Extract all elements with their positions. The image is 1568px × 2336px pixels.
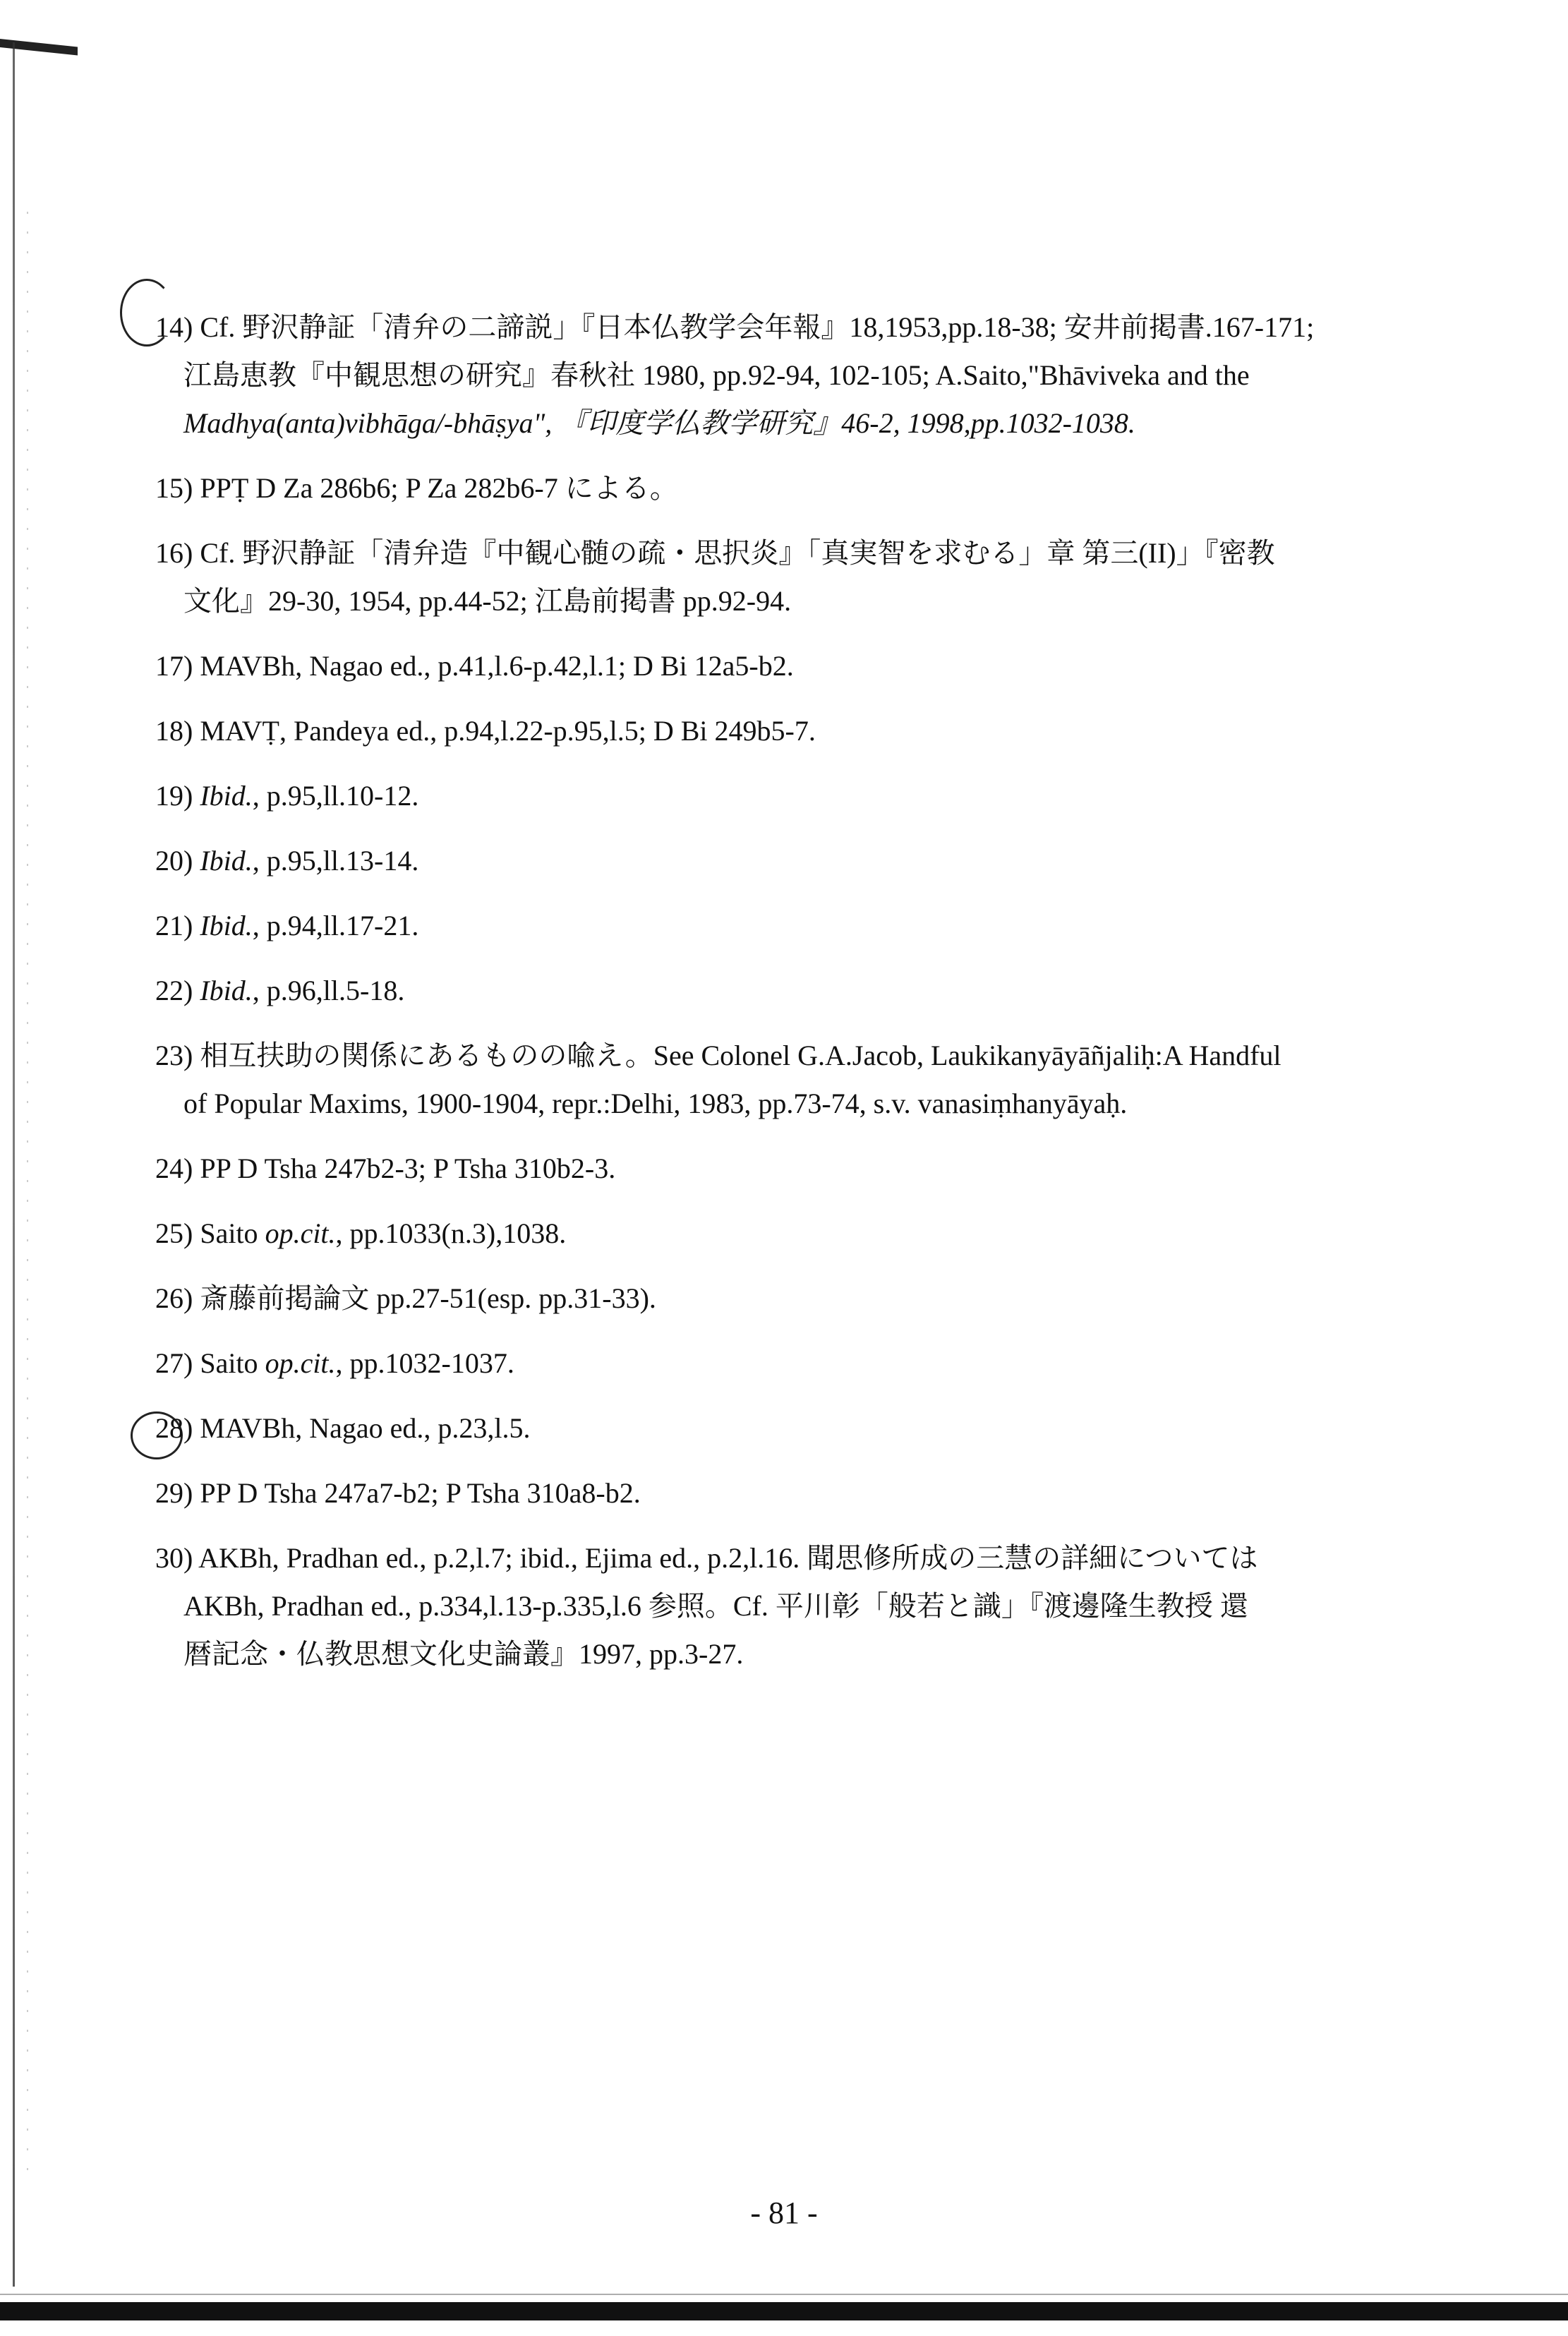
- footnote-line: 江島恵教『中観思想の研究』春秋社 1980, pp.92-94, 102-105; A.Saito,"Bhāviveka and the: [183, 359, 1250, 391]
- footnote-line: MAVBh, Nagao ed., p.23,l.5.: [200, 1412, 531, 1444]
- footnote-line: , p.94,ll.17-21.: [252, 910, 419, 941]
- footnote-22: [155, 967, 1468, 1015]
- footnote-line: , pp.1033(n.3),1038.: [335, 1217, 567, 1249]
- footnote-ibid: Ibid.: [200, 845, 253, 877]
- footnote-26: [155, 1275, 1468, 1323]
- footnote-line: 暦記念・仏教思想文化史論叢』1997, pp.3-27.: [183, 1638, 744, 1670]
- footnote-line: Cf. 野沢静証「清弁造『中観心髄の疏・思択炎』「真実智を求むる」章 第三(II)」『密教: [200, 537, 1275, 569]
- footnote-25: [155, 1210, 1468, 1258]
- footnote-number: 26): [155, 1282, 193, 1314]
- footnote-line: 相互扶助の関係にあるものの喩え。See Colonel G.A.Jacob, Laukikanyāyāñjaliḥ:A Handful: [200, 1040, 1281, 1071]
- page-number: - 81 -: [750, 2196, 818, 2230]
- footnote-number: 15): [155, 472, 193, 504]
- scan-edge-bottom: [0, 2302, 1568, 2320]
- footnote-number: 20): [155, 845, 193, 877]
- footnote-author: Saito: [200, 1347, 258, 1379]
- footnote-ibid: Ibid.: [200, 910, 253, 941]
- footnote-line: of Popular Maxims, 1900-1904, repr.:Delhi, 1983, pp.73-74, s.v. vanasiṃhanyāyaḥ.: [183, 1088, 1128, 1119]
- scan-edge-bottom-thin: [0, 2294, 1568, 2295]
- footnote-29: [155, 1469, 1468, 1517]
- footnote-line: MAVṬ, Pandeya ed., p.94,l.22-p.95,l.5; D Bi 249b5-7.: [200, 715, 816, 747]
- footnote-line: , p.96,ll.5-18.: [252, 975, 405, 1006]
- footnote-15: [155, 464, 1468, 512]
- footnote-line: , pp.1032-1037.: [335, 1347, 514, 1379]
- scan-edge-left: [13, 42, 15, 2287]
- footnote-line: , p.95,ll.13-14.: [252, 845, 419, 877]
- footnote-number: 16): [155, 537, 193, 569]
- footnote-number: 18): [155, 715, 193, 747]
- footnote-number: 30): [155, 1542, 193, 1574]
- footnote-number: 23): [155, 1040, 193, 1071]
- footnote-17: [155, 642, 1468, 690]
- footnote-ibid: Ibid.: [200, 780, 253, 812]
- footnote-line: MAVBh, Nagao ed., p.41,l.6-p.42,l.1; D Bi 12a5-b2.: [200, 650, 794, 682]
- footnote-23: [155, 1032, 1468, 1128]
- footnote-line: 文化』29-30, 1954, pp.44-52; 江島前掲書 pp.92-94.: [183, 585, 792, 617]
- footnote-line: , p.95,ll.10-12.: [252, 780, 419, 812]
- footnote-19: [155, 772, 1468, 820]
- footnote-number: 28): [155, 1412, 193, 1444]
- footnote-line: AKBh, Pradhan ed., p.2,l.7; ibid., Ejima ed., p.2,l.16. 聞思修所成の三慧の詳細については: [198, 1542, 1258, 1574]
- footnote-number: 25): [155, 1217, 193, 1249]
- footnote-line: 斎藤前掲論文 pp.27-51(esp. pp.31-33).: [200, 1282, 656, 1314]
- footnote-line: Madhya(anta)vibhāga/-bhāṣya", 『印度学仏教学研究』46-2, 1998,pp.1032-1038.: [183, 407, 1135, 439]
- footnote-ibid: Ibid.: [200, 975, 253, 1006]
- footnote-line: Cf. 野沢静証「清弁の二諦説」『日本仏教学会年報』18,1953,pp.18-38; 安井前掲書.167-171;: [200, 311, 1315, 343]
- footnote-24: [155, 1145, 1468, 1193]
- footnote-27: [155, 1339, 1468, 1387]
- scan-noise-left: [27, 212, 28, 2188]
- footnote-line: PPṬ D Za 286b6; P Za 282b6-7 による。: [200, 472, 678, 504]
- footnote-number: 27): [155, 1347, 193, 1379]
- footnote-line: PP D Tsha 247a7-b2; P Tsha 310a8-b2.: [200, 1477, 641, 1509]
- footnote-number: 29): [155, 1477, 193, 1509]
- footnote-opcit: op.cit.: [265, 1347, 336, 1379]
- footnote-opcit: op.cit.: [265, 1217, 336, 1249]
- footnote-number: 21): [155, 910, 193, 941]
- footnote-28: [155, 1404, 1468, 1452]
- scan-edge-top-left: [0, 39, 78, 56]
- footnote-list: [155, 303, 1468, 1695]
- footnote-18: [155, 707, 1468, 755]
- footnote-16: [155, 529, 1468, 625]
- footnote-20: [155, 837, 1468, 885]
- footnote-author: Saito: [200, 1217, 258, 1249]
- footnote-number: 14): [155, 311, 193, 343]
- footnote-14: [155, 303, 1468, 447]
- footnote-number: 24): [155, 1152, 193, 1184]
- footnote-number: 22): [155, 975, 193, 1006]
- footnote-line: PP D Tsha 247b2-3; P Tsha 310b2-3.: [200, 1152, 616, 1184]
- footnote-line: AKBh, Pradhan ed., p.334,l.13-p.335,l.6 参照。Cf. 平川彰「般若と識」『渡邊隆生教授 還: [183, 1590, 1248, 1622]
- footnote-number: 19): [155, 780, 193, 812]
- footnote-number: 17): [155, 650, 193, 682]
- footnote-30: [155, 1534, 1468, 1678]
- footnote-21: [155, 902, 1468, 950]
